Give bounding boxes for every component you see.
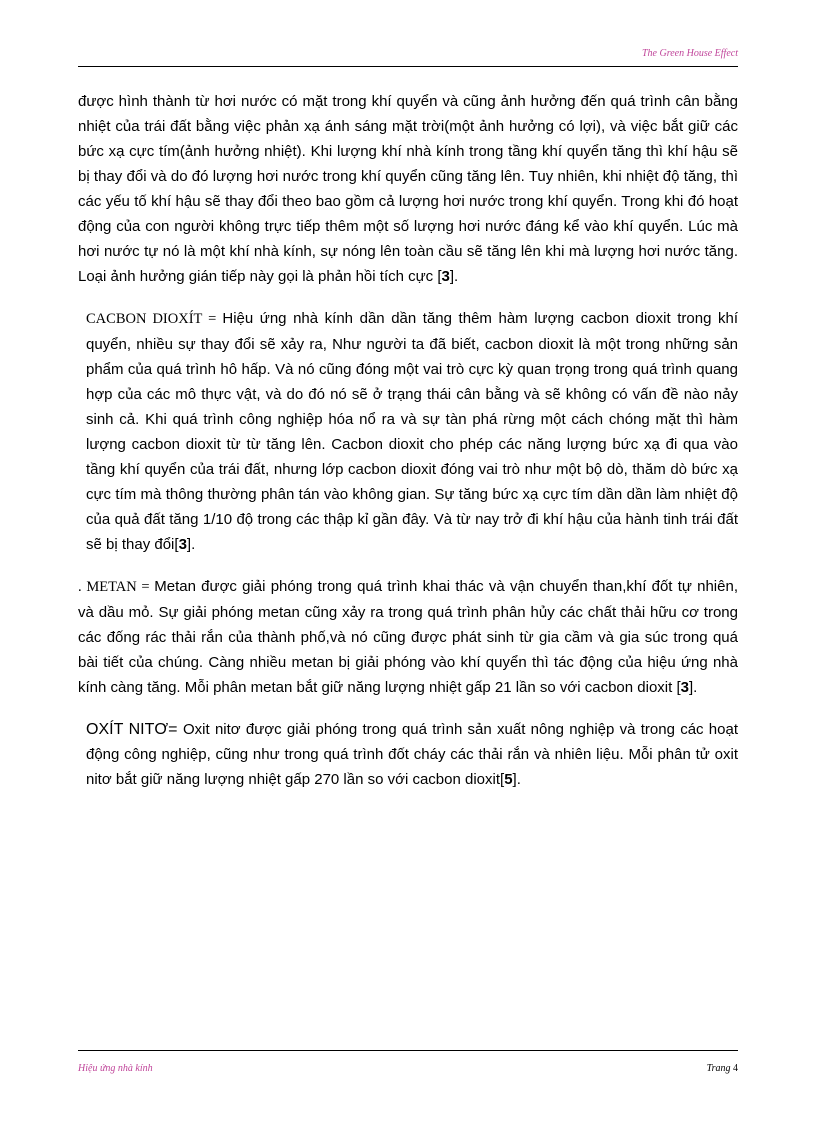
citation-close: ]. [512,771,521,788]
footer-title: Hiệu ứng nhà kính [78,1063,153,1074]
paragraph-water-vapor [78,89,738,289]
citation-close: ]. [449,268,459,285]
page-number-value: 4 [733,1063,738,1074]
citation-close: ]. [688,679,698,696]
paragraph-nitrous-oxide [78,717,738,792]
paragraph-text: Metan được giải phóng trong quá trình khai thác và vận chuyển than,khí đốt tự nhiên, và dầu mỏ. Sự giải phóng metan cũng xảy ra trong quá trình phân hủy các chất thải hữu cơ trong các đống rác thải rắn của thành phố,và nó cũng được phát sinh từ gia cầm và gia súc trong quá bài tiết của chúng. Càng nhiều metan bị giải phóng vào khí quyển thì tác động của hiệu ứng nhà kính càng tăng. Mỗi phân metan bắt giữ năng lượng nhiệt gấp 21 lần so với cacbon dioxit [ [78,578,738,696]
citation-ref: 3 [680,679,689,696]
page-label: Trang [706,1063,731,1074]
footer-divider [78,1050,738,1051]
paragraph-text: Hiệu ứng nhà kính dần dần tăng thêm hàm lượng cacbon dioxit trong khí quyển, nhiều sự thay đổi sẽ xảy ra, Như người ta đã biết, cacbon dioxit là một trong những sản phẩm của quá trình hô hấp. Và nó cũng đóng một vai trò cực kỳ quan trọng trong quá trình quang hợp của các mô thực vật, và do đó nó sẽ ở trạng thái cân bằng và sẽ không có vấn đề nào nảy sinh cả. Khi quá trình công nghiệp hóa nổ ra và sự tàn phá rừng một cách chóng mặt thì hàm lượng cacbon dioxit từ từ tăng lên. Cacbon dioxit cho phép các năng lượng bức xạ đi qua vào tầng khí quyển của trái đất, nhưng lớp cacbon dioxit đóng vai trò như một bộ dò, thăm dò bức xạ cực tím mà thông thường phân tán vào không gian. Sự tăng bức xạ cực tím dần dần làm nhiệt độ của quả đất tăng 1/10 độ trong các thập kỉ gần đây. Và từ nay trở đi khí hậu của hành tinh trái đất sẽ bị thay đổi[ [86,310,738,553]
page-number [707,1063,738,1074]
page-body [78,89,738,792]
paragraph-text: Oxit nitơ được giải phóng trong quá trình sản xuất nông nghiệp và trong các hoạt động công nghiệp, cũng như trong quá trình đốt cháy các thải rắn và nhiên liệu. Mỗi phân tử oxit nitơ bắt giữ năng lượng nhiệt gấp 270 lần so với cacbon dioxit[ [86,721,739,788]
citation-close: ]. [186,536,196,553]
term-heading: CACBON DIOXÍT = [86,311,223,327]
header-divider [78,66,738,67]
citation-ref: 3 [441,268,450,285]
header-title: The Green House Effect [642,48,738,59]
term-heading: . METAN = [78,579,155,595]
paragraph-carbon-dioxide [78,306,738,557]
citation-ref: 3 [178,536,187,553]
citation-ref: 5 [504,771,513,788]
paragraph-text: được hình thành từ hơi nước có mặt trong khí quyển và cũng ảnh hưởng đến quá trình cân bằng nhiệt của trái đất bằng việc phản xạ ánh sáng mặt trời(một ảnh hưởng có lợi), và việc bắt giữ các bức xạ cực tím(ảnh hưởng nhiệt). Khi lượng khí nhà kính trong tầng khí quyển tăng thì khí hậu sẽ bị thay đổi và do đó lượng hơi nước trong khí quyển cũng tăng lên. Tuy nhiên, khi nhiệt độ tăng, thì các yếu tố khí hậu sẽ thay đổi theo bao gồm cả lượng hơi nước trong khí quyển. Trong khi đó hoạt động của con người không trực tiếp thêm một số lượng hơi nước đáng kể vào khí quyển. Lúc mà hơi nước tự nó là một khí nhà kính, sự nóng lên toàn cầu sẽ tăng lên khi mà lượng hơi nước tăng. Loại ảnh hưởng gián tiếp này gọi là phản hồi tích cực [ [78,93,738,285]
paragraph-methane [78,574,738,700]
term-heading: OXÍT NITƠ= [86,721,183,738]
